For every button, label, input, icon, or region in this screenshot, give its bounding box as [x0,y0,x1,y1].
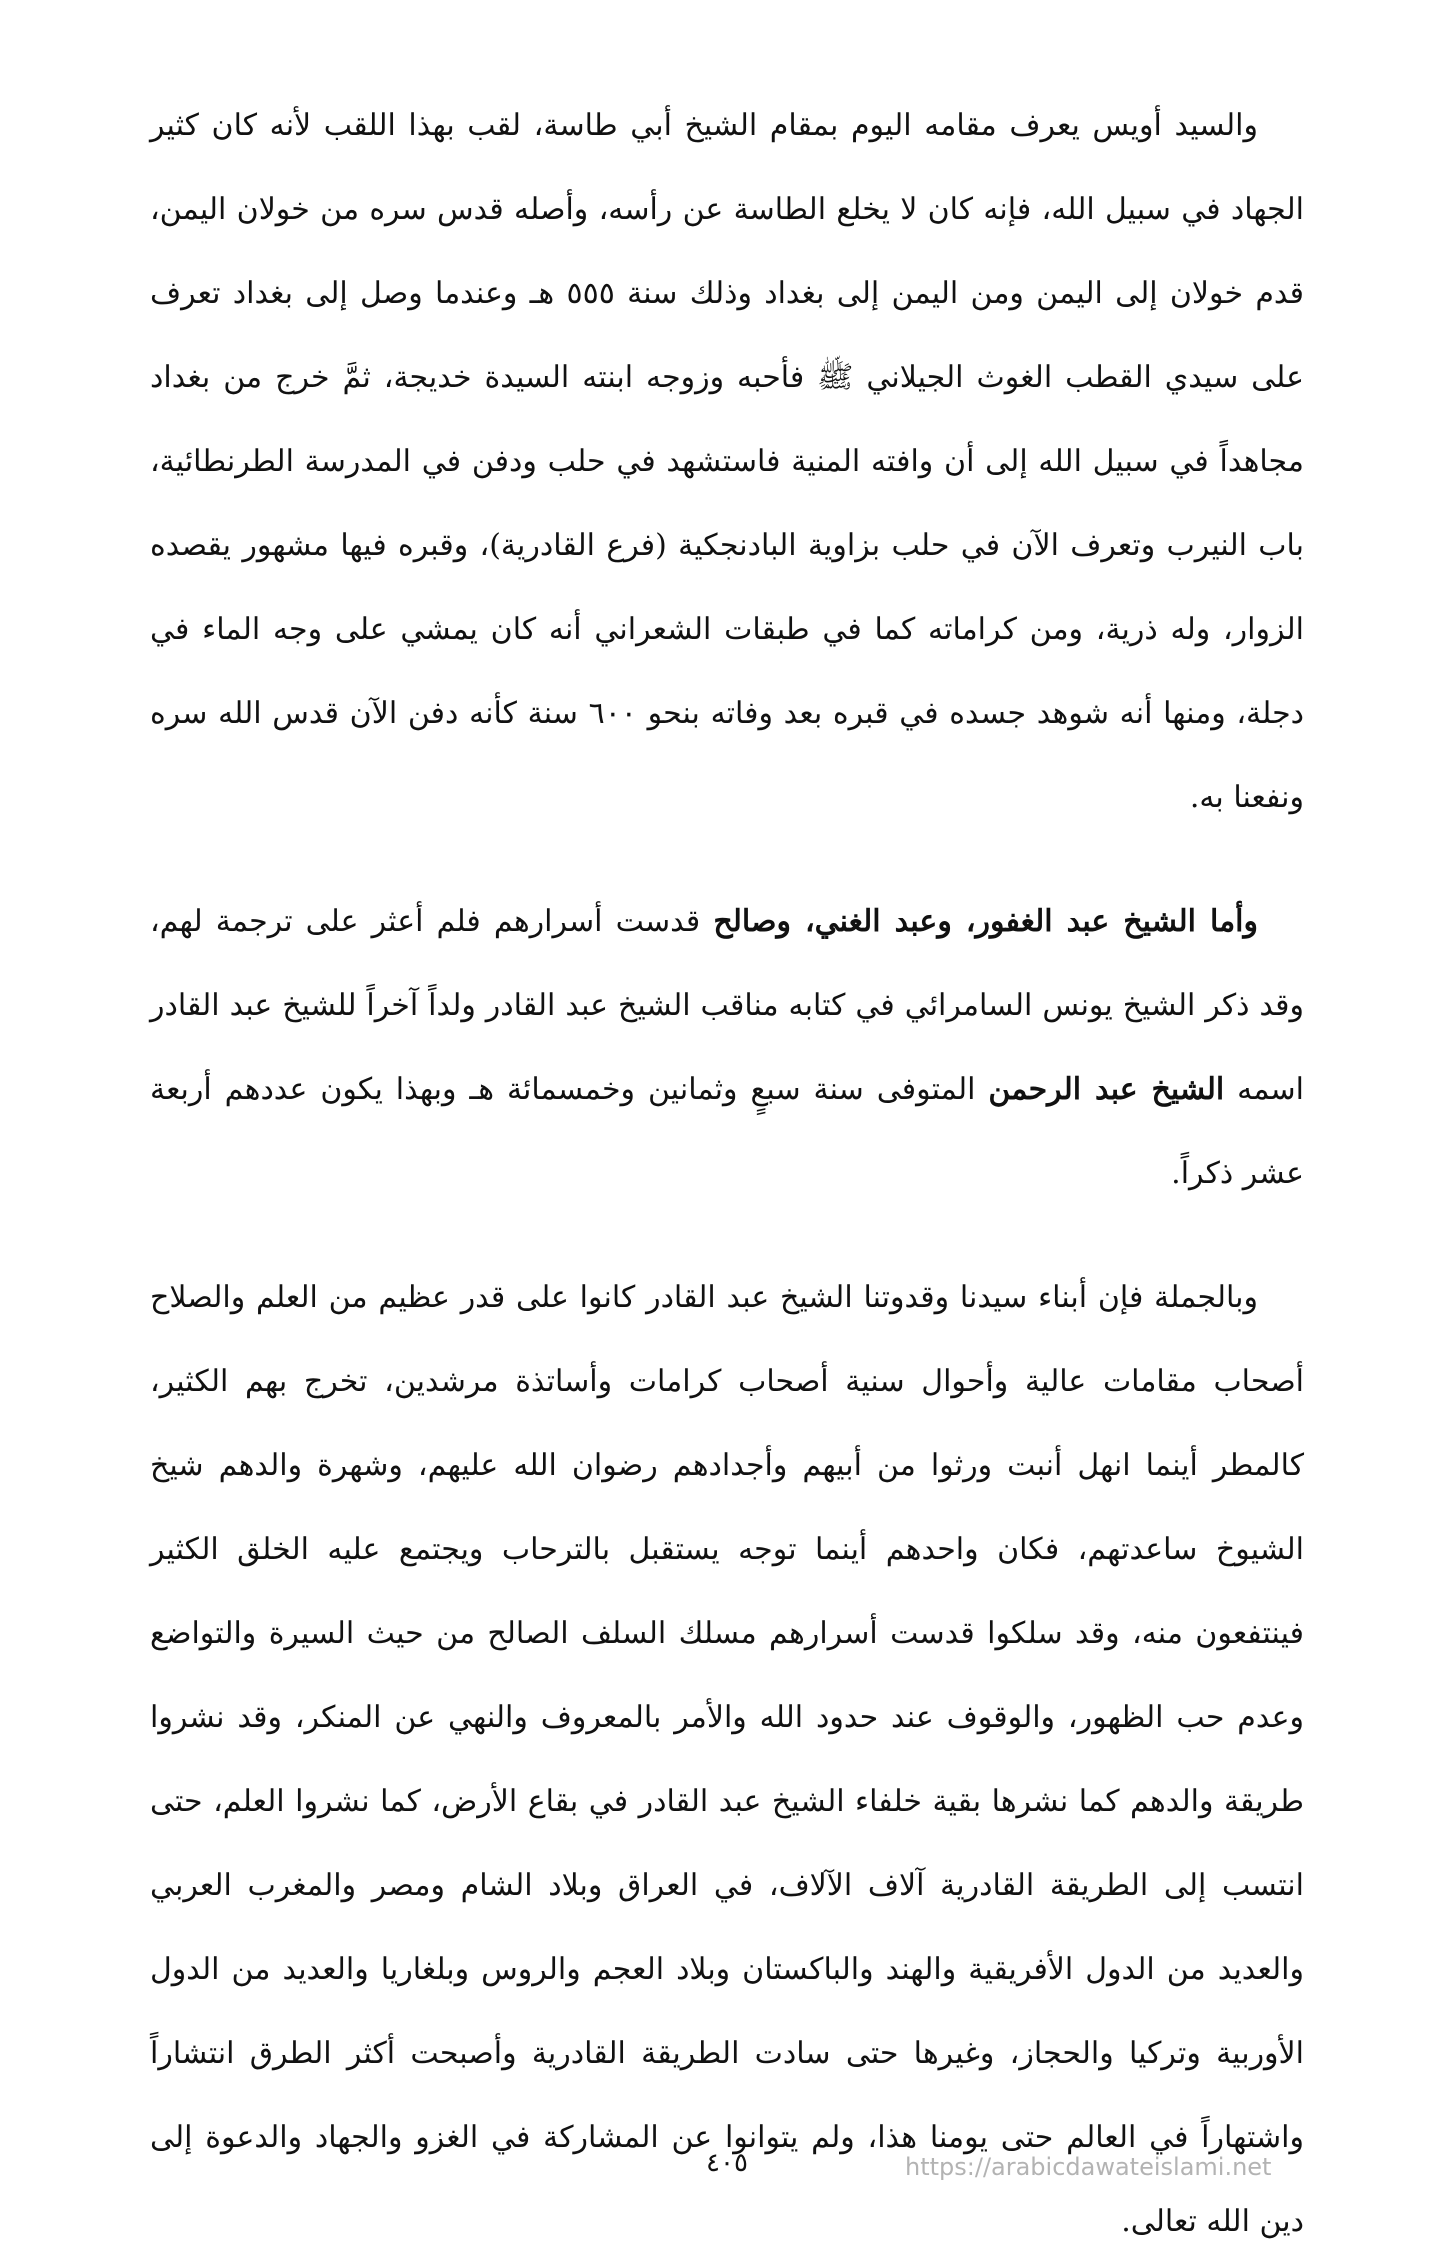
paragraph-3-text: وبالجملة فإن أبناء سيدنا وقدوتنا الشيخ عبد القادر كانوا على قدر عظيم من العلم والصلاح أصحاب مقامات عالية وأحوال سنية أصحاب كرامات وأساتذة مرشدين، تخرج بهم الكثير، كالمطر أينما انهل أنبت ورثوا من أبيهم وأجدادهم رضوان الله عليهم، وشهرة والدهم شيخ الشيوخ ساعدتهم، فكان واحدهم أينما توجه يستقبل بالترحاب ويجتمع عليه الخلق الكثير فينتفعون منه، وقد سلكوا قدست أسرارهم مسلك السلف الصالح من حيث السيرة والتواضع وعدم حب الظهور، والوقوف عند حدود الله والأمر بالمعروف والنهي عن المنكر، وقد نشروا طريقة والدهم كما نشرها بقية خلفاء الشيخ عبد القادر في بقاع الأرض، كما نشروا العلم، حتى انتسب إلى الطريقة القادرية آلاف الآلاف، في العراق وبلاد الشام ومصر والمغرب العربي والعديد من الدول الأفريقية والهند والباكستان وبلاد العجم والروس وبلغاريا والعديد من الدول الأوربية وتركيا والحجاز، وغيرها حتى سادت الطريقة القادرية وأصبحت أكثر الطرق انتشاراً واشتهاراً في العالم حتى يومنا هذا، ولم يتوانوا عن المشاركة في الغزو والجهاد والدعوة إلى دين الله تعالى. [150,1280,1304,2239]
paragraph-3 [150,1256,1304,2264]
watermark-url: https://arabicdawateislami.net [905,2153,1272,2181]
paragraph-1 [150,84,1304,840]
paragraph-2 [150,880,1304,1216]
paragraph-2-text-a: قدست أسرارهم فلم أعثر على ترجمة لهم، وقد ذكر الشيخ يونس السامرائي في كتابه مناقب الشيخ عبد القادر ولداً آخراً للشيخ عبد القادر اسمه [150,904,1305,1107]
paragraph-2-bold-names: وأما الشيخ عبد الغفور، وعبد الغني، وصالح [713,904,1258,939]
paragraph-2-bold-abdulrahman: الشيخ عبد الرحمن [988,1072,1225,1107]
paragraph-2-text-b: المتوفى سنة سبعٍ وثمانين وخمسمائة هـ وبهذا يكون عددهم أربعة عشر ذكراً. [150,1072,1304,1191]
body-text [150,84,1304,2264]
paragraph-1-text: والسيد أويس يعرف مقامه اليوم بمقام الشيخ أبي طاسة، لقب بهذا اللقب لأنه كان كثير الجهاد في سبيل الله، فإنه كان لا يخلع الطاسة عن رأسه، وأصله قدس سره من خولان اليمن، قدم خولان إلى اليمن ومن اليمن إلى بغداد وذلك سنة ٥٥٥ هـ وعندما وصل إلى بغداد تعرف على سيدي القطب الغوث الجيلاني ﷺ فأحبه وزوجه ابنته السيدة خديجة، ثمَّ خرج من بغداد مجاهداً في سبيل الله إلى أن وافته المنية فاستشهد في حلب ودفن في المدرسة الطرنطائية، باب النيرب وتعرف الآن في حلب بزاوية البادنجكية (فرع القادرية)، وقبره فيها مشهور يقصده الزوار، وله ذرية، ومن كراماته كما في طبقات الشعراني أنه كان يمشي على وجه الماء في دجلة، ومنها أنه شوهد جسده في قبره بعد وفاته بنحو ٦٠٠ سنة كأنه دفن الآن قدس الله سره ونفعنا به. [150,108,1305,815]
page-number: ٤٠٥ [706,2148,748,2178]
